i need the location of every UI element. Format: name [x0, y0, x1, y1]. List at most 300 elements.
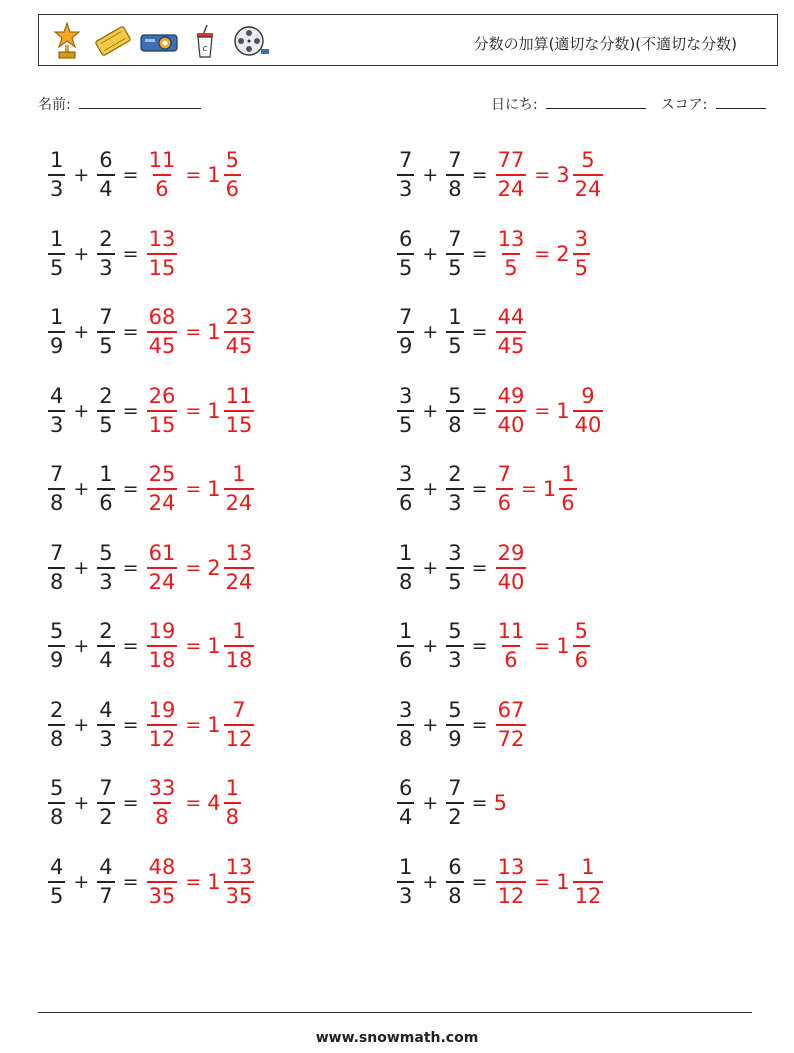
equals-sign: =	[471, 713, 488, 736]
date-score-fields	[491, 94, 766, 114]
numerator: 77	[497, 148, 525, 172]
numerator: 1	[50, 305, 64, 329]
denominator: 24	[573, 174, 604, 200]
answer	[145, 464, 257, 514]
addend-fraction	[446, 621, 463, 671]
addend-fraction	[48, 621, 65, 671]
denominator: 15	[147, 410, 178, 436]
numerator: 1	[50, 148, 64, 172]
denominator: 6	[397, 488, 414, 514]
numerator: 2	[99, 383, 113, 408]
denominator: 72	[496, 724, 527, 750]
numerator: 4	[50, 383, 64, 408]
trophy-icon	[47, 21, 87, 61]
denominator: 3	[48, 174, 65, 200]
denominator: 3	[48, 410, 65, 436]
problem-item	[395, 611, 592, 681]
denominator: 12	[496, 881, 527, 907]
mixed-fraction	[573, 621, 590, 671]
whole-number: 5	[493, 791, 507, 815]
equals-sign: =	[185, 399, 202, 422]
problem-item	[46, 847, 256, 917]
addend-fraction	[446, 540, 463, 594]
equals-sign: =	[471, 792, 488, 814]
answer	[145, 307, 257, 357]
score-line	[716, 96, 766, 109]
addend-fraction	[446, 464, 463, 514]
plus-sign: +	[422, 478, 439, 500]
numerator: 5	[448, 619, 462, 643]
equals-sign: =	[185, 164, 202, 186]
worksheet-header	[38, 14, 778, 66]
denominator: 6	[397, 645, 414, 671]
addend-fraction	[48, 854, 65, 908]
mixed-fraction	[224, 464, 255, 514]
denominator: 6	[153, 174, 170, 200]
numerator: 7	[99, 776, 113, 800]
numerator: 1	[581, 854, 595, 879]
plus-sign: +	[73, 242, 90, 265]
numerator: 3	[399, 462, 413, 486]
numerator: 2	[99, 226, 113, 251]
numerator: 19	[148, 619, 176, 643]
whole-number: 2	[556, 241, 570, 266]
addend-fraction	[48, 383, 65, 437]
denominator: 8	[446, 881, 463, 907]
plus-sign: +	[73, 321, 90, 343]
plus-sign: +	[73, 635, 90, 657]
equals-sign: =	[471, 635, 488, 657]
problem-item	[395, 140, 605, 210]
denominator: 15	[147, 253, 178, 279]
denominator: 5	[48, 881, 65, 907]
denominator: 24	[147, 567, 178, 593]
numerator: 13	[497, 226, 525, 251]
answer	[145, 540, 257, 594]
whole-number: 2	[207, 555, 221, 580]
addend-fraction	[48, 307, 65, 357]
plus-sign: +	[422, 713, 439, 736]
denominator: 8	[224, 802, 241, 828]
denominator: 5	[446, 253, 463, 279]
numerator: 29	[497, 540, 525, 565]
addend-fraction	[97, 778, 114, 828]
answer	[494, 226, 592, 280]
numerator: 1	[448, 305, 462, 329]
denominator: 8	[397, 724, 414, 750]
addend-fraction	[48, 150, 65, 200]
plus-sign: +	[73, 556, 90, 579]
numerator: 13	[148, 226, 176, 251]
numerator: 5	[50, 619, 64, 643]
answer-fraction	[496, 540, 527, 594]
denominator: 24	[224, 488, 255, 514]
whole-number: 4	[207, 791, 221, 815]
addend-fraction	[97, 621, 114, 671]
addend-fraction	[397, 621, 414, 671]
numerator: 3	[448, 540, 462, 565]
numerator: 7	[50, 462, 64, 486]
equals-sign: =	[122, 399, 139, 422]
denominator: 5	[48, 253, 65, 279]
equals-sign: =	[471, 321, 488, 343]
denominator: 8	[48, 724, 65, 750]
addend-fraction	[48, 697, 65, 751]
equals-sign: =	[534, 635, 551, 657]
answer-fraction	[147, 383, 178, 437]
plus-sign: +	[422, 556, 439, 579]
numerator: 26	[148, 383, 176, 408]
problem-item	[395, 533, 528, 603]
equals-sign: =	[122, 242, 139, 265]
denominator: 18	[224, 645, 255, 671]
numerator: 5	[581, 148, 595, 172]
answer-fraction	[496, 854, 527, 908]
numerator: 49	[497, 383, 525, 408]
denominator: 5	[446, 331, 463, 357]
equals-sign: =	[185, 870, 202, 893]
equals-sign: =	[185, 321, 202, 343]
problem-item	[395, 847, 605, 917]
numerator: 6	[399, 226, 413, 251]
whole-number: 1	[207, 634, 221, 658]
plus-sign: +	[422, 635, 439, 657]
problem-item	[46, 533, 256, 603]
denominator: 40	[496, 410, 527, 436]
equals-sign: =	[185, 556, 202, 579]
numerator: 1	[232, 462, 246, 486]
equals-sign: =	[122, 870, 139, 893]
denominator: 9	[446, 724, 463, 750]
mixed-fraction	[573, 150, 604, 200]
footer-divider	[38, 1012, 752, 1013]
numerator: 7	[232, 697, 246, 722]
numerator: 1	[99, 462, 113, 486]
drink-cup-icon	[185, 21, 225, 61]
numerator: 3	[399, 697, 413, 722]
name-field	[38, 94, 201, 114]
numerator: 7	[399, 305, 413, 329]
addend-fraction	[48, 464, 65, 514]
numerator: 1	[399, 854, 413, 879]
denominator: 3	[397, 881, 414, 907]
numerator: 7	[448, 226, 462, 251]
denominator: 6	[559, 488, 576, 514]
svg-text:c: c	[202, 44, 208, 54]
answer	[145, 778, 243, 828]
problem-item	[46, 297, 256, 367]
mixed-fraction	[224, 307, 255, 357]
denominator: 2	[446, 802, 463, 828]
equals-sign: =	[534, 870, 551, 893]
equals-sign: =	[122, 792, 139, 814]
answer-fraction	[147, 621, 178, 671]
problem-item	[46, 611, 256, 681]
equals-sign: =	[471, 242, 488, 265]
numerator: 68	[148, 305, 176, 329]
denominator: 9	[48, 331, 65, 357]
answer-fraction	[147, 464, 178, 514]
addend-fraction	[97, 226, 114, 280]
addend-fraction	[397, 697, 414, 751]
equals-sign: =	[122, 164, 139, 186]
addend-fraction	[446, 307, 463, 357]
equals-sign: =	[122, 556, 139, 579]
denominator: 40	[496, 567, 527, 593]
denominator: 3	[446, 488, 463, 514]
denominator: 2	[97, 802, 114, 828]
denominator: 35	[147, 881, 178, 907]
numerator: 6	[399, 776, 413, 800]
denominator: 3	[397, 174, 414, 200]
answer-fraction	[147, 307, 178, 357]
addend-fraction	[446, 778, 463, 828]
answer-fraction	[496, 697, 527, 751]
numerator: 11	[225, 383, 253, 408]
answer-fraction	[496, 307, 527, 357]
equals-sign: =	[122, 635, 139, 657]
plus-sign: +	[422, 870, 439, 893]
numerator: 1	[232, 619, 246, 643]
numerator: 13	[497, 854, 525, 879]
problem-item	[395, 219, 592, 289]
equals-sign: =	[122, 321, 139, 343]
answer-fraction	[147, 778, 178, 828]
whole-number: 1	[207, 869, 221, 894]
whole-number: 1	[556, 634, 570, 658]
equals-sign: =	[122, 478, 139, 500]
answer	[145, 854, 257, 908]
date-label: 日にち:	[491, 97, 538, 113]
equals-sign: =	[520, 478, 537, 500]
name-line	[79, 96, 201, 109]
denominator: 24	[496, 174, 527, 200]
addend-fraction	[48, 226, 65, 280]
denominator: 6	[97, 488, 114, 514]
denominator: 35	[224, 881, 255, 907]
denominator: 45	[224, 331, 255, 357]
answer-fraction	[147, 226, 178, 280]
answer	[494, 540, 529, 594]
mixed-fraction	[224, 540, 255, 594]
numerator: 13	[225, 540, 253, 565]
addend-fraction	[446, 697, 463, 751]
numerator: 6	[99, 148, 113, 172]
denominator: 40	[573, 410, 604, 436]
numerator: 7	[399, 148, 413, 172]
denominator: 6	[502, 645, 519, 671]
mixed-fraction	[224, 621, 255, 671]
worksheet-title: 分数の加算(適切な分数)(不適切な分数)	[473, 35, 737, 53]
whole-number: 1	[207, 477, 221, 501]
addend-fraction	[97, 464, 114, 514]
plus-sign: +	[73, 792, 90, 814]
answer-fraction	[496, 226, 527, 280]
mixed-fraction	[224, 383, 255, 437]
numerator: 3	[574, 226, 588, 251]
problem-item	[46, 768, 243, 838]
answer-fraction	[147, 697, 178, 751]
problem-item	[46, 140, 243, 210]
numerator: 6	[448, 854, 462, 879]
denominator: 9	[397, 331, 414, 357]
mixed-fraction	[559, 464, 576, 514]
numerator: 33	[148, 776, 176, 800]
denominator: 8	[153, 802, 170, 828]
numerator: 2	[50, 697, 64, 722]
addend-fraction	[97, 150, 114, 200]
whole-number: 1	[207, 163, 221, 187]
problem-item	[395, 297, 528, 367]
problem-item	[395, 454, 579, 524]
denominator: 24	[224, 567, 255, 593]
film-reel-icon	[231, 21, 271, 61]
denominator: 8	[48, 567, 65, 593]
answer	[494, 621, 592, 671]
answer	[494, 791, 508, 815]
equals-sign: =	[185, 635, 202, 657]
equals-sign: =	[185, 713, 202, 736]
addend-fraction	[97, 307, 114, 357]
answer	[145, 226, 180, 280]
answer-fraction	[147, 150, 178, 200]
problem-item	[46, 219, 179, 289]
addend-fraction	[446, 854, 463, 908]
answer	[145, 150, 243, 200]
answer	[494, 697, 529, 751]
plus-sign: +	[73, 478, 90, 500]
plus-sign: +	[422, 792, 439, 814]
addend-fraction	[446, 226, 463, 280]
denominator: 6	[224, 174, 241, 200]
equals-sign: =	[471, 399, 488, 422]
whole-number: 1	[207, 712, 221, 737]
denominator: 3	[97, 724, 114, 750]
answer-fraction	[496, 464, 513, 514]
addend-fraction	[97, 854, 114, 908]
addend-fraction	[97, 383, 114, 437]
denominator: 3	[97, 567, 114, 593]
mixed-fraction	[573, 854, 604, 908]
plus-sign: +	[73, 713, 90, 736]
addend-fraction	[397, 226, 414, 280]
whole-number: 1	[207, 320, 221, 344]
numerator: 2	[99, 619, 113, 643]
numerator: 4	[99, 854, 113, 879]
addend-fraction	[97, 697, 114, 751]
denominator: 12	[573, 881, 604, 907]
addend-fraction	[446, 383, 463, 437]
ticket-icon	[93, 21, 133, 61]
numerator: 2	[448, 462, 462, 486]
denominator: 15	[224, 410, 255, 436]
denominator: 5	[502, 253, 519, 279]
projector-icon	[139, 21, 179, 61]
numerator: 3	[399, 383, 413, 408]
date-line	[546, 96, 646, 109]
answer-fraction	[496, 621, 527, 671]
plus-sign: +	[422, 399, 439, 422]
numerator: 5	[225, 148, 239, 172]
denominator: 5	[97, 410, 114, 436]
plus-sign: +	[422, 321, 439, 343]
denominator: 4	[97, 174, 114, 200]
denominator: 3	[97, 253, 114, 279]
denominator: 3	[446, 645, 463, 671]
whole-number: 1	[207, 398, 221, 423]
numerator: 7	[99, 305, 113, 329]
addend-fraction	[446, 150, 463, 200]
numerator: 11	[148, 148, 176, 172]
denominator: 18	[147, 645, 178, 671]
denominator: 8	[48, 802, 65, 828]
plus-sign: +	[73, 399, 90, 422]
whole-number: 3	[556, 163, 570, 187]
numerator: 61	[148, 540, 176, 565]
numerator: 23	[225, 305, 253, 329]
whole-number: 1	[542, 477, 557, 501]
mixed-fraction	[224, 150, 241, 200]
problem-item	[46, 376, 256, 446]
addend-fraction	[397, 383, 414, 437]
numerator: 67	[497, 697, 525, 722]
answer	[494, 383, 606, 437]
equals-sign: =	[534, 399, 551, 422]
denominator: 8	[446, 410, 463, 436]
problem-item	[46, 690, 256, 760]
addend-fraction	[48, 778, 65, 828]
equals-sign: =	[471, 164, 488, 186]
answer	[145, 621, 257, 671]
denominator: 8	[48, 488, 65, 514]
numerator: 1	[225, 776, 239, 800]
answer-fraction	[147, 540, 178, 594]
numerator: 44	[497, 305, 525, 329]
numerator: 7	[448, 148, 462, 172]
denominator: 7	[97, 881, 114, 907]
denominator: 45	[496, 331, 527, 357]
numerator: 48	[148, 854, 176, 879]
answer	[145, 383, 257, 437]
mixed-fraction	[573, 226, 590, 280]
numerator: 1	[561, 462, 575, 486]
numerator: 19	[148, 697, 176, 722]
numerator: 1	[50, 226, 64, 251]
header-icons	[47, 21, 271, 61]
problem-item	[395, 690, 528, 760]
denominator: 9	[48, 645, 65, 671]
answer	[145, 697, 257, 751]
mixed-fraction	[224, 854, 255, 908]
addend-fraction	[397, 778, 414, 828]
numerator: 5	[50, 776, 64, 800]
answer-fraction	[496, 383, 527, 437]
denominator: 5	[397, 410, 414, 436]
addend-fraction	[97, 540, 114, 594]
plus-sign: +	[73, 164, 90, 186]
denominator: 5	[397, 253, 414, 279]
denominator: 6	[573, 645, 590, 671]
answer-fraction	[496, 150, 527, 200]
numerator: 11	[497, 619, 525, 643]
numerator: 9	[581, 383, 595, 408]
denominator: 4	[397, 802, 414, 828]
answer	[494, 307, 529, 357]
numerator: 13	[225, 854, 253, 879]
numerator: 1	[399, 619, 413, 643]
answer	[494, 150, 606, 200]
numerator: 5	[448, 697, 462, 722]
